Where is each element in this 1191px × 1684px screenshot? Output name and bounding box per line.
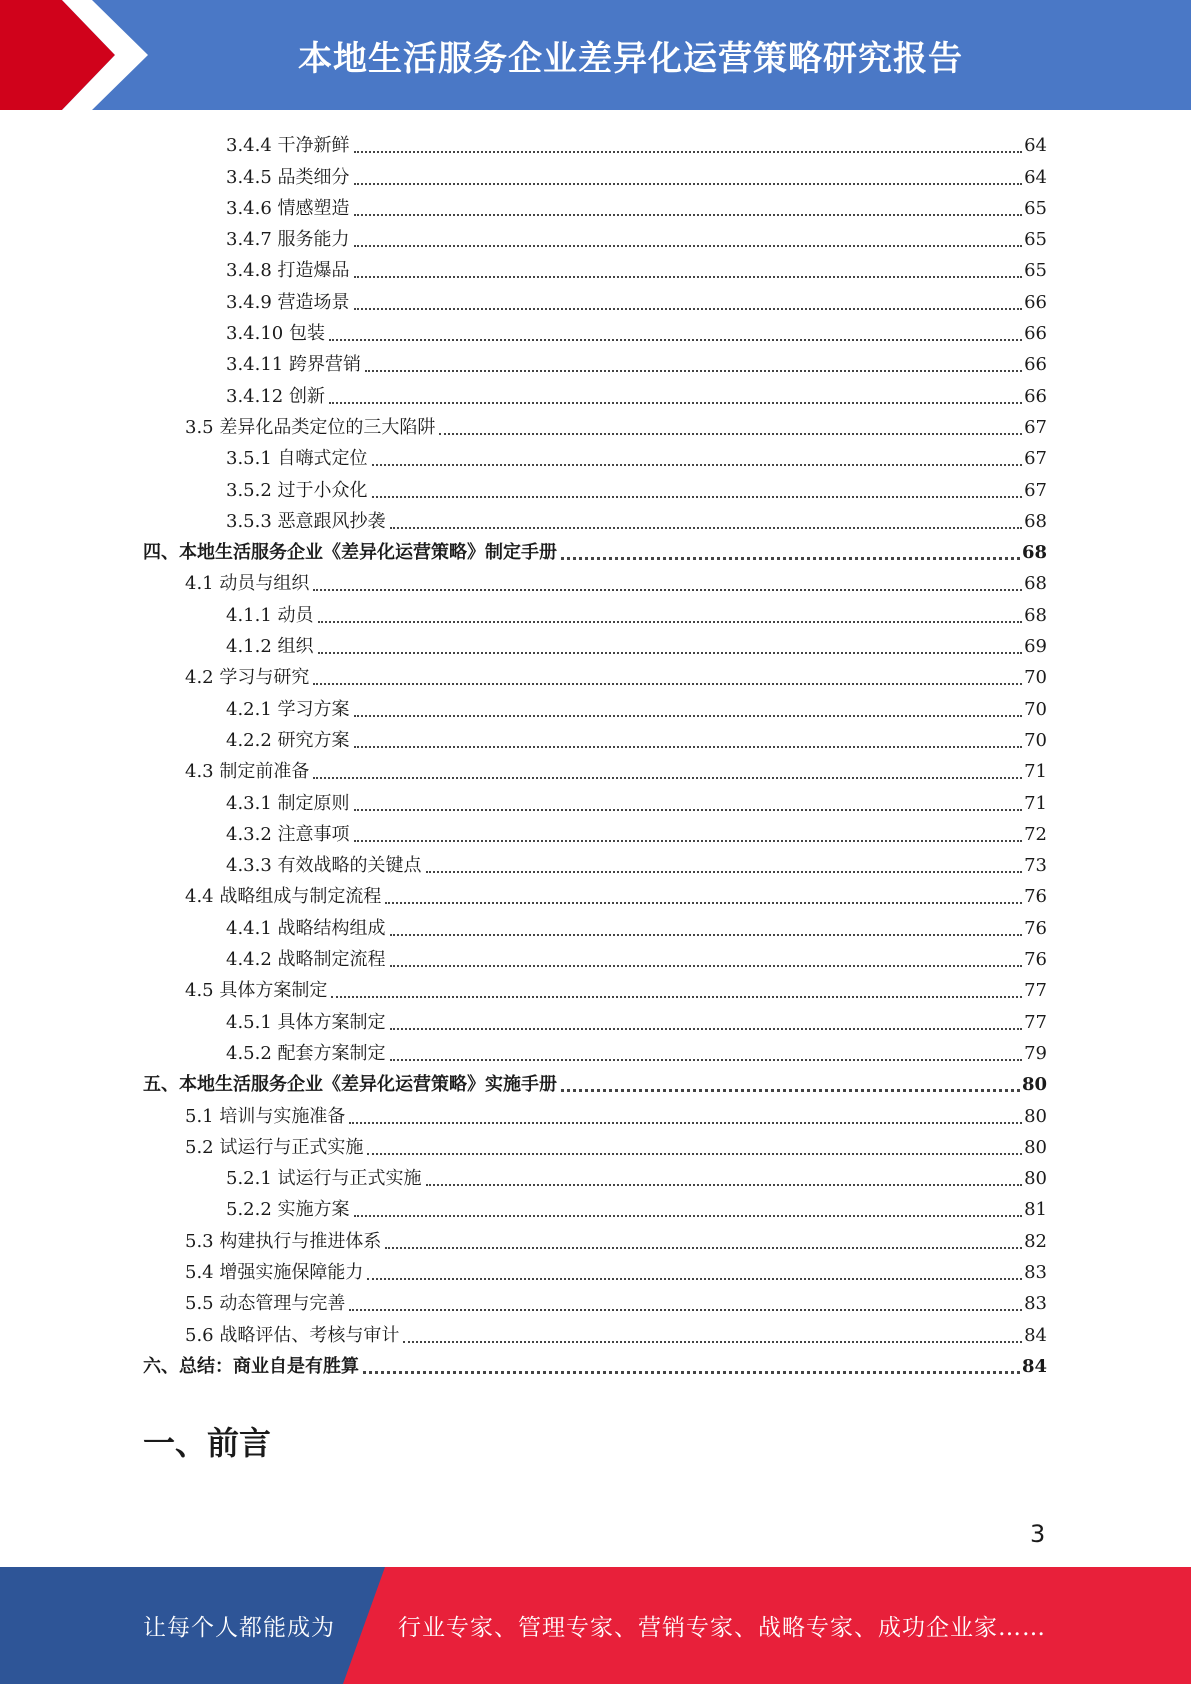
- toc-entry-page: 79: [1024, 1042, 1047, 1064]
- toc-entry-page: 76: [1024, 917, 1047, 939]
- toc-entry-page: 65: [1024, 260, 1047, 282]
- header-banner: [0, 0, 1191, 110]
- toc-entry-title: 4.4.2 战略制定流程: [226, 949, 386, 971]
- toc-entry-page: 77: [1024, 1011, 1047, 1033]
- toc-entry-title: 3.4.12 创新: [226, 385, 325, 407]
- toc-entry[interactable]: [143, 846, 1047, 877]
- toc-dot-leader: [390, 933, 1023, 936]
- toc-dot-leader: [354, 745, 1023, 748]
- toc-entry-title: 3.4.7 服务能力: [226, 229, 350, 251]
- toc-entry[interactable]: [143, 282, 1047, 313]
- toc-entry[interactable]: [143, 1002, 1047, 1033]
- toc-entry-title: 4.3 制定前准备: [185, 761, 310, 783]
- toc-entry-page: 68: [1024, 573, 1047, 595]
- toc-entry[interactable]: [143, 658, 1047, 689]
- toc-entry-page: 68: [1024, 604, 1047, 626]
- footer-slogan-right: 行业专家、管理专家、营销专家、战略专家、成功企业家……: [398, 1615, 1046, 1641]
- toc-entry[interactable]: [143, 1065, 1047, 1096]
- toc-entry-title: 5.5 动态管理与完善: [185, 1293, 346, 1315]
- toc-entry-title: 4.1 动员与组织: [185, 573, 310, 595]
- toc-entry-page: 80: [1024, 1168, 1047, 1190]
- toc-entry[interactable]: [143, 376, 1047, 407]
- toc-entry[interactable]: [143, 783, 1047, 814]
- toc-entry-title: 4.1.2 组织: [226, 636, 314, 658]
- toc-entry[interactable]: [143, 564, 1047, 595]
- toc-dot-leader: [561, 556, 1020, 560]
- toc-entry[interactable]: [143, 1128, 1047, 1159]
- toc-dot-leader: [318, 651, 1023, 654]
- toc-entry-title: 5.2.2 实施方案: [226, 1199, 350, 1221]
- toc-entry[interactable]: [143, 1034, 1047, 1065]
- toc-entry-page: 76: [1024, 949, 1047, 971]
- toc-entry[interactable]: [143, 721, 1047, 752]
- toc-entry-page: 66: [1024, 354, 1047, 376]
- toc-entry-page: 80: [1024, 1136, 1047, 1158]
- toc-entry-page: 81: [1024, 1199, 1047, 1221]
- toc-dot-leader: [331, 995, 1022, 998]
- toc-entry-page: 80: [1021, 1074, 1047, 1096]
- toc-entry[interactable]: [143, 627, 1047, 658]
- toc-entry-title: 4.5.1 具体方案制定: [226, 1011, 386, 1033]
- toc-entry-page: 65: [1024, 197, 1047, 219]
- toc-dot-leader: [329, 401, 1022, 404]
- toc-dot-leader: [363, 1370, 1020, 1374]
- toc-entry[interactable]: [143, 220, 1047, 251]
- toc-entry-page: 70: [1024, 729, 1047, 751]
- toc-entry-title: 4.2.2 研究方案: [226, 729, 350, 751]
- toc-dot-leader: [439, 432, 1022, 435]
- toc-dot-leader: [354, 808, 1023, 811]
- toc-dot-leader: [385, 901, 1022, 904]
- toc-entry[interactable]: [143, 502, 1047, 533]
- report-title: 本地生活服务企业差异化运营策略研究报告: [298, 38, 963, 79]
- toc-entry-title: 5.3 构建执行与推进体系: [185, 1230, 382, 1252]
- toc-dot-leader: [426, 1183, 1023, 1186]
- toc-entry-title: 3.4.10 包装: [226, 323, 325, 345]
- toc-entry-page: 70: [1024, 698, 1047, 720]
- toc-dot-leader: [354, 182, 1023, 185]
- toc-entry-page: 82: [1024, 1230, 1047, 1252]
- toc-entry-page: 72: [1024, 823, 1047, 845]
- toc-entry[interactable]: [143, 1159, 1047, 1190]
- toc-entry[interactable]: [143, 314, 1047, 345]
- toc-entry-title: 4.5.2 配套方案制定: [226, 1042, 386, 1064]
- toc-entry-title: 3.4.9 营造场景: [226, 291, 350, 313]
- toc-entry-title: 5.4 增强实施保障能力: [185, 1261, 364, 1283]
- toc-entry[interactable]: [143, 595, 1047, 626]
- toc-entry[interactable]: [143, 752, 1047, 783]
- toc-entry-page: 69: [1024, 636, 1047, 658]
- toc-dot-leader: [313, 682, 1022, 685]
- toc-entry[interactable]: [143, 1284, 1047, 1315]
- toc-entry-page: 66: [1024, 385, 1047, 407]
- toc-entry-title: 3.4.11 跨界营销: [226, 354, 361, 376]
- toc-dot-leader: [354, 839, 1023, 842]
- toc-entry-title: 3.4.8 打造爆品: [226, 260, 350, 282]
- toc-dot-leader: [349, 1121, 1022, 1124]
- toc-entry-title: 4.1.1 动员: [226, 604, 314, 626]
- toc-entry-page: 83: [1024, 1293, 1047, 1315]
- toc-dot-leader: [354, 714, 1023, 717]
- toc-entry[interactable]: [143, 940, 1047, 971]
- toc-entry-page: 77: [1024, 980, 1047, 1002]
- toc-dot-leader: [367, 1152, 1022, 1155]
- toc-entry-title: 四、本地生活服务企业《差异化运营策略》制定手册: [143, 542, 557, 564]
- table-of-contents: [143, 126, 1047, 1378]
- toc-entry[interactable]: [143, 189, 1047, 220]
- toc-entry-title: 5.2.1 试运行与正式实施: [226, 1168, 422, 1190]
- toc-dot-leader: [403, 1340, 1022, 1343]
- toc-entry-title: 3.5.2 过于小众化: [226, 479, 368, 501]
- header-arrow-decoration: [0, 0, 160, 110]
- toc-entry[interactable]: [143, 1221, 1047, 1252]
- toc-dot-leader: [390, 1058, 1023, 1061]
- toc-entry-page: 76: [1024, 886, 1047, 908]
- toc-entry-title: 4.4 战略组成与制定流程: [185, 886, 382, 908]
- toc-dot-leader: [367, 1277, 1022, 1280]
- toc-entry-page: 83: [1024, 1261, 1047, 1283]
- toc-entry-title: 六、总结：商业自是有胜算: [143, 1355, 359, 1377]
- toc-entry-page: 65: [1024, 229, 1047, 251]
- toc-entry[interactable]: [143, 470, 1047, 501]
- toc-entry-title: 4.5 具体方案制定: [185, 980, 328, 1002]
- toc-dot-leader: [318, 620, 1023, 623]
- toc-entry-title: 3.5 差异化品类定位的三大陷阱: [185, 416, 436, 438]
- toc-entry-title: 4.2.1 学习方案: [226, 698, 350, 720]
- toc-entry[interactable]: [143, 345, 1047, 376]
- toc-dot-leader: [426, 870, 1023, 873]
- toc-entry-title: 3.5.3 恶意跟风抄袭: [226, 510, 386, 532]
- toc-entry-page: 84: [1021, 1355, 1047, 1377]
- toc-entry[interactable]: [143, 971, 1047, 1002]
- toc-entry[interactable]: [143, 1347, 1047, 1378]
- toc-entry-title: 五、本地生活服务企业《差异化运营策略》实施手册: [143, 1074, 557, 1096]
- toc-entry-title: 4.2 学习与研究: [185, 667, 310, 689]
- toc-entry-page: 66: [1024, 323, 1047, 345]
- toc-dot-leader: [372, 495, 1023, 498]
- toc-entry-page: 64: [1024, 135, 1047, 157]
- section-heading: 一、前言: [143, 1424, 272, 1462]
- toc-dot-leader: [354, 1214, 1023, 1217]
- toc-dot-leader: [329, 338, 1022, 341]
- footer-banner: [0, 1567, 1191, 1684]
- toc-entry[interactable]: [143, 689, 1047, 720]
- toc-dot-leader: [354, 244, 1023, 247]
- toc-entry-page: 84: [1024, 1324, 1047, 1346]
- toc-entry[interactable]: [143, 908, 1047, 939]
- toc-entry-title: 3.4.4 干净新鲜: [226, 135, 350, 157]
- toc-entry-page: 67: [1024, 416, 1047, 438]
- toc-dot-leader: [390, 526, 1023, 529]
- toc-entry-page: 71: [1024, 792, 1047, 814]
- toc-entry[interactable]: [143, 1190, 1047, 1221]
- toc-entry-page: 67: [1024, 448, 1047, 470]
- toc-entry-title: 4.3.1 制定原则: [226, 792, 350, 814]
- toc-dot-leader: [354, 213, 1023, 216]
- toc-dot-leader: [313, 776, 1022, 779]
- toc-dot-leader: [385, 1246, 1022, 1249]
- toc-dot-leader: [313, 588, 1022, 591]
- toc-entry-page: 71: [1024, 761, 1047, 783]
- toc-entry-page: 80: [1024, 1105, 1047, 1127]
- toc-entry-page: 73: [1024, 855, 1047, 877]
- toc-entry-title: 4.3.2 注意事项: [226, 823, 350, 845]
- toc-entry-title: 5.6 战略评估、考核与审计: [185, 1324, 400, 1346]
- toc-entry-title: 4.4.1 战略结构组成: [226, 917, 386, 939]
- toc-dot-leader: [365, 369, 1022, 372]
- toc-entry-title: 3.4.5 品类细分: [226, 166, 350, 188]
- toc-entry-page: 64: [1024, 166, 1047, 188]
- toc-entry[interactable]: [143, 157, 1047, 188]
- toc-entry[interactable]: [143, 1315, 1047, 1346]
- toc-entry[interactable]: [143, 1253, 1047, 1284]
- toc-entry[interactable]: [143, 1096, 1047, 1127]
- page-number: 3: [1030, 1520, 1046, 1548]
- toc-entry-page: 70: [1024, 667, 1047, 689]
- toc-entry[interactable]: [143, 439, 1047, 470]
- footer-slogan-left: 让每个人都能成为: [143, 1615, 335, 1641]
- toc-dot-leader: [349, 1308, 1022, 1311]
- toc-entry-page: 67: [1024, 479, 1047, 501]
- toc-entry[interactable]: [143, 126, 1047, 157]
- toc-dot-leader: [354, 307, 1023, 310]
- toc-dot-leader: [390, 1027, 1023, 1030]
- toc-entry-page: 68: [1024, 510, 1047, 532]
- toc-entry[interactable]: [143, 877, 1047, 908]
- toc-entry-title: 3.5.1 自嗨式定位: [226, 448, 368, 470]
- toc-dot-leader: [390, 964, 1023, 967]
- toc-entry[interactable]: [143, 815, 1047, 846]
- toc-entry-title: 3.4.6 情感塑造: [226, 197, 350, 219]
- toc-entry-page: 68: [1021, 542, 1047, 564]
- toc-entry-title: 4.3.3 有效战略的关键点: [226, 855, 422, 877]
- toc-dot-leader: [354, 275, 1023, 278]
- toc-dot-leader: [354, 150, 1023, 153]
- toc-dot-leader: [561, 1088, 1020, 1092]
- toc-entry[interactable]: [143, 408, 1047, 439]
- toc-entry-title: 5.2 试运行与正式实施: [185, 1136, 364, 1158]
- toc-dot-leader: [372, 463, 1023, 466]
- toc-entry[interactable]: [143, 533, 1047, 564]
- toc-entry-title: 5.1 培训与实施准备: [185, 1105, 346, 1127]
- toc-entry[interactable]: [143, 251, 1047, 282]
- toc-entry-page: 66: [1024, 291, 1047, 313]
